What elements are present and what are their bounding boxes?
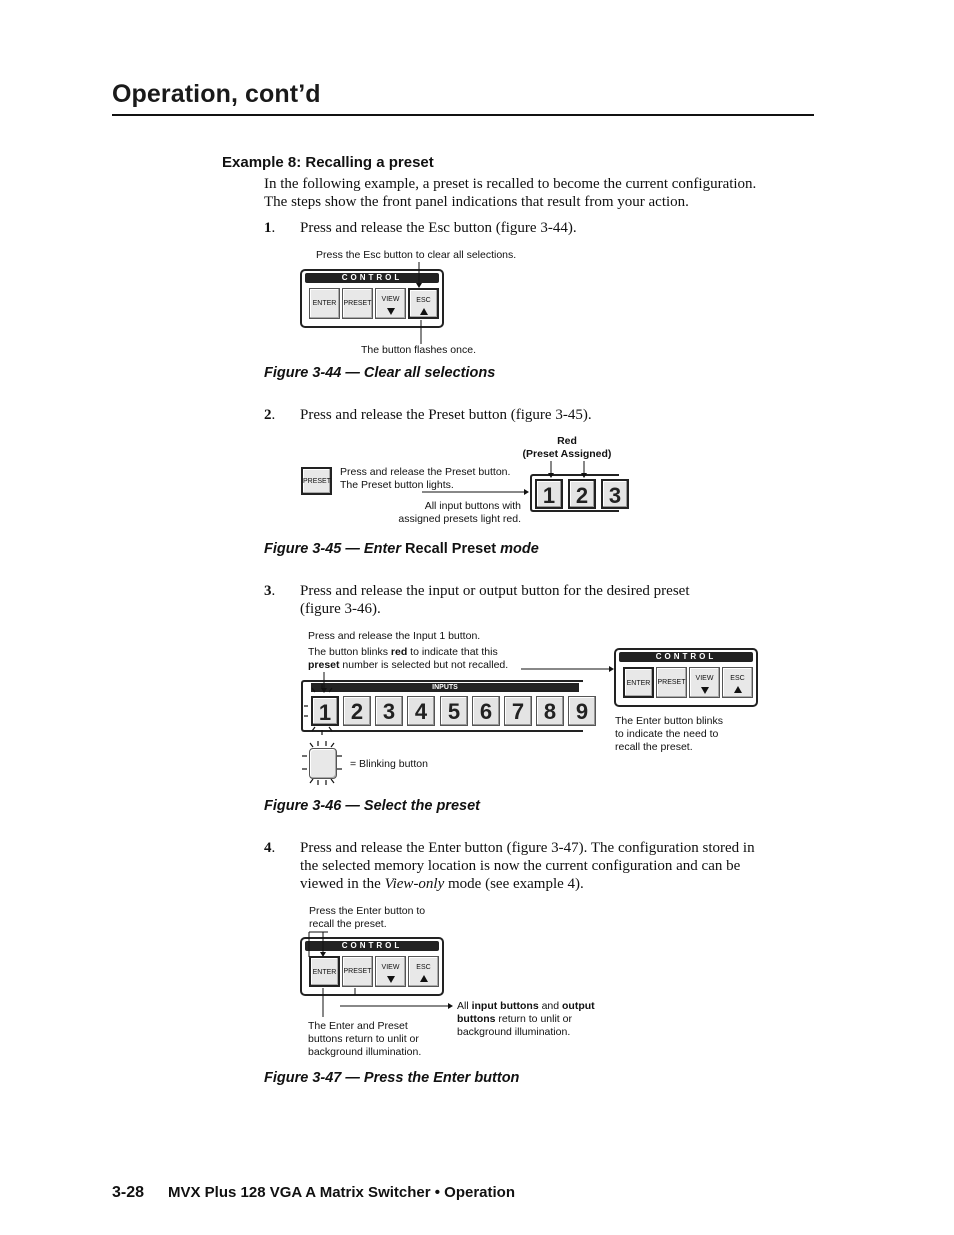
step-4-number: 4 <box>264 840 272 856</box>
fig46-callout-3: preset number is selected but not recalled. <box>308 659 509 671</box>
fig44-control-title: CONTROL <box>305 273 439 283</box>
fig46-enter-button[interactable]: ENTER <box>623 667 654 698</box>
intro-line-2: The steps show the front panel indications that result from your action. <box>264 194 689 210</box>
step-4: 4. <box>264 840 276 856</box>
section-heading: Example 8: Recalling a preset <box>222 154 434 171</box>
fig46-input-8-button[interactable]: 8 <box>536 696 564 726</box>
fig44-callout-top: Press the Esc button to clear all selections. <box>316 249 517 261</box>
fig45-input-2-button[interactable]: 2 <box>568 479 596 509</box>
fig44-caption: Figure 3-44 — Clear all selections <box>264 365 496 381</box>
fig46-input-9-button[interactable]: 9 <box>568 696 596 726</box>
fig47-callout-1-line-1: Press the Enter button to <box>309 905 426 917</box>
fig46-inputs-label: INPUTS <box>311 683 579 692</box>
fig45-callout-2-line-2: assigned presets light red. <box>398 513 521 525</box>
fig45-red-line-1: Red <box>557 435 577 447</box>
fig45-preset-button[interactable]: PRESET <box>301 467 332 495</box>
step-2: 2. <box>264 407 276 423</box>
fig46-view-button[interactable]: VIEW <box>689 667 720 698</box>
fig47-control-title: CONTROL <box>305 941 439 951</box>
fig46-caption: Figure 3-46 — Select the preset <box>264 798 480 814</box>
fig46-input-3-button[interactable]: 3 <box>375 696 403 726</box>
fig45-caption: Figure 3-45 — Enter Recall Preset mode <box>264 541 539 557</box>
fig45-input-3-button[interactable]: 3 <box>601 479 629 509</box>
fig46-input-6-button[interactable]: 6 <box>472 696 500 726</box>
page-title: Operation, cont’d <box>112 80 321 108</box>
fig46-input-5-button[interactable]: 5 <box>440 696 468 726</box>
fig46-enter-note-line-2: to indicate the need to <box>615 728 719 740</box>
fig47-left-note <box>308 1020 421 1059</box>
fig47-left-note-line-2: buttons return to unlit or <box>308 1033 419 1045</box>
fig46-callout-2: The button blinks red to indicate that this <box>308 646 498 658</box>
fig44-view-button[interactable]: VIEW <box>375 288 406 319</box>
step-1-number: 1 <box>264 220 272 236</box>
step-3-line-1: Press and release the input or output button for the desired preset <box>300 583 690 599</box>
step-4-line-3: viewed in the View-only mode (see example 4). <box>300 876 584 892</box>
fig44-preset-button[interactable]: PRESET <box>342 288 373 319</box>
fig46-input-2-button[interactable]: 2 <box>343 696 371 726</box>
step-4-line-1: Press and release the Enter button (figure 3-47). The configuration stored in <box>300 840 755 856</box>
step-3-line-2: (figure 3-46). <box>300 601 381 617</box>
fig47-esc-button[interactable]: ESC <box>408 956 439 987</box>
fig46-enter-note-line-3: recall the preset. <box>615 741 693 753</box>
fig47-right-note: All input buttons and output buttons return to unlit or background illumination. <box>457 1000 595 1038</box>
fig46-input-4-button[interactable]: 4 <box>407 696 435 726</box>
step-3: 3. <box>264 583 276 599</box>
step-2-text: Press and release the Preset button (figure 3-45). <box>300 407 592 423</box>
fig47-caption: Figure 3-47 — Press the Enter button <box>264 1070 520 1086</box>
fig45-red-line-2: (Preset Assigned) <box>522 448 612 460</box>
fig46-preset-button[interactable]: PRESET <box>656 667 687 698</box>
fig46-input-7-button[interactable]: 7 <box>504 696 532 726</box>
intro-line-1: In the following example, a preset is recalled to become the current configuration. <box>264 176 757 192</box>
fig47-preset-button[interactable]: PRESET <box>342 956 373 987</box>
fig47-view-button[interactable]: VIEW <box>375 956 406 987</box>
fig45-callout-1-line-2: The Preset button lights. <box>340 479 454 491</box>
fig46-legend-text: = Blinking button <box>350 758 428 770</box>
step-4-line-2: the selected memory location is now the current configuration and can be <box>300 858 741 874</box>
step-1: 1. <box>264 220 276 236</box>
fig45-callout-1-line-1: Press and release the Preset button. <box>340 466 511 478</box>
fig47-left-note-line-3: background illumination. <box>308 1046 422 1058</box>
fig45-callout-2-line-1: All input buttons with <box>424 500 521 512</box>
footer-page-number: 3-28 <box>112 1184 145 1201</box>
fig45-input-1-button[interactable]: 1 <box>535 479 563 509</box>
step-3-number: 3 <box>264 583 272 599</box>
fig47-left-note-line-1: The Enter and Preset <box>308 1020 408 1032</box>
step-1-text: Press and release the Esc button (figure 3-44). <box>300 220 577 236</box>
fig46-input-1-button[interactable]: 1 <box>311 696 339 726</box>
fig46-control-title: CONTROL <box>619 652 753 662</box>
fig44-callout-bottom: The button flashes once. <box>361 344 476 356</box>
step-2-number: 2 <box>264 407 272 423</box>
fig47-callout-1-line-2: recall the preset. <box>309 918 387 930</box>
fig46-callout-1: Press and release the Input 1 button. <box>308 630 481 642</box>
fig44-enter-button[interactable]: ENTER <box>309 288 340 319</box>
fig46-enter-note-line-1: The Enter button blinks <box>615 715 723 727</box>
fig44-esc-button[interactable]: ESC <box>408 288 439 319</box>
footer-title: MVX Plus 128 VGA A Matrix Switcher • Operation <box>168 1184 516 1201</box>
fig47-enter-button[interactable]: ENTER <box>309 956 340 987</box>
fig46-esc-button[interactable]: ESC <box>722 667 753 698</box>
